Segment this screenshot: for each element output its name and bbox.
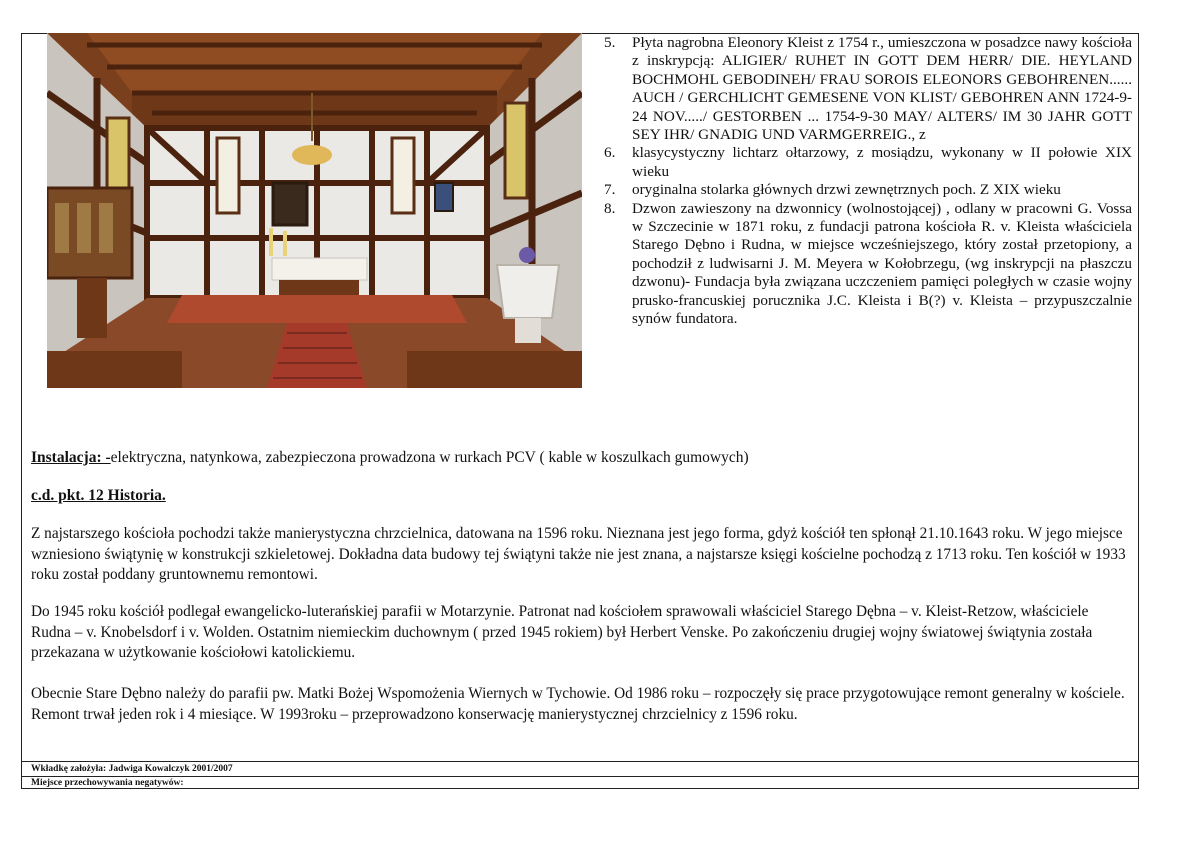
object-list <box>604 34 1132 329</box>
installation-label: Instalacja: - <box>31 449 111 466</box>
list-item <box>604 34 1132 144</box>
list-item <box>604 200 1132 329</box>
installation-line <box>31 449 1131 467</box>
footer-divider-2 <box>21 776 1139 777</box>
history-paragraph-1: Z najstarszego kościoła pochodzi także manierystyczna chrzcielnica, datowana na 1596 roku. Nieznana jest jego forma, gdyż kościół ten spłonął 21.10.1643 roku. W jego miejsce wzniesiono świątynię w konstrukcji szkieletowej. Dokładna data budowy tej świątyni także nie jest znana, a najstarsze księgi kościelne pochodzą z 1713 roku. Ten kościół w 1933 roku został poddany gruntownemu remontowi. <box>31 525 1126 583</box>
list-item-number: 7. <box>604 181 616 199</box>
list-item-text: Dzwon zawieszony na dzwonnicy (wolnostojącej) , odlany w pracowni G. Vossa w Szczecinie w 1871 roku, z fundacji patrona kościoła R. v. Kleista właściciela Starego Dębno i Rudna, w miejsce wcześniejszego, który został przetopiony, a pochodził z ludwisarni J. M. Meyera w Kołobrzegu, (wg inskrypcji na płaszczu dzwonu)- Fundacja była związana uczczeniem pamięci poległych w czasie wojny prusko-francuskiej porucznika J.C. Kleista i B(?) v. Kleista – przypuszczalnie synów fundatora. <box>632 199 1132 328</box>
list-item-number: 5. <box>604 34 616 51</box>
history-paragraph-2: Do 1945 roku kościół podlegał ewangelicko-luterańskiej parafii w Motarzynie. Patronat nad kościołem sprawowali właściciel Starego Dębna – v. Kleist-Retzow, właściciele Rudna – v. Knobelsdorf i v. Wolden. Ostatnim niemieckim duchownym ( przed 1945 rokiem) był Herbert Venske. Po zakończeniu drugiej wojny światowej świątynia została przekazana w użytkowanie kościołowi katolickiemu. <box>31 603 1093 661</box>
list-item-text: Płyta nagrobna Eleonory Kleist z 1754 r., umieszczona w posadzce nawy kościoła z inskrypcją: ALIGIER/ RUHET IN GOTT DEM HERR/ DIE. HEYLAND BOCHMOHL GEBODINEH/ FRAU SOROIS ELEONORS GEBOHRENEN...... AUCH / GERCHLICHT GEMESENE VON KLIST/ GEBOHREN ANN 1724-9-24 NOV...../ GESTORBEN ... 1754-9-30 MAY/ ALTERS/ IM 30 JAHR GOTT SEY IHR/ GNADIG UND VARMGERREIG., z <box>632 34 1132 144</box>
list-item <box>604 144 1132 181</box>
list-item-text: klasycystyczny lichtarz ołtarzowy, z mosiądzu, wykonany w II połowie XIX wieku <box>632 144 1132 180</box>
church-interior-photo <box>47 33 582 388</box>
church-interior-illustration <box>47 33 582 388</box>
list-item-number: 6. <box>604 144 616 162</box>
footer-negatives: Miejsce przechowywania negatywów: <box>31 778 184 788</box>
footer-author: Wkładkę założyła: Jadwiga Kowalczyk 2001/2007 <box>31 764 233 774</box>
installation-text: elektryczna, natynkowa, zabezpieczona prowadzona w rurkach PCV ( kable w koszulkach gumowych) <box>110 449 749 466</box>
section-heading: c.d. pkt. 12 Historia. <box>31 487 166 504</box>
list-item-number: 8. <box>604 199 616 217</box>
list-item <box>604 181 1132 199</box>
footer-divider <box>21 761 1139 762</box>
history-paragraph-3: Obecnie Stare Dębno należy do parafii pw. Matki Bożej Wspomożenia Wiernych w Tychowie. Od 1986 roku – rozpoczęły się prace przygotowujące remont generalny w kościele. Remont trwał jeden rok i 4 miesiące. W 1993roku – przeprowadzono konserwację manierystycznej chrzcielnicy z 1596 roku. <box>31 685 1125 723</box>
list-item-text: oryginalna stolarka głównych drzwi zewnętrznych poch. Z XIX wieku <box>632 181 1061 199</box>
